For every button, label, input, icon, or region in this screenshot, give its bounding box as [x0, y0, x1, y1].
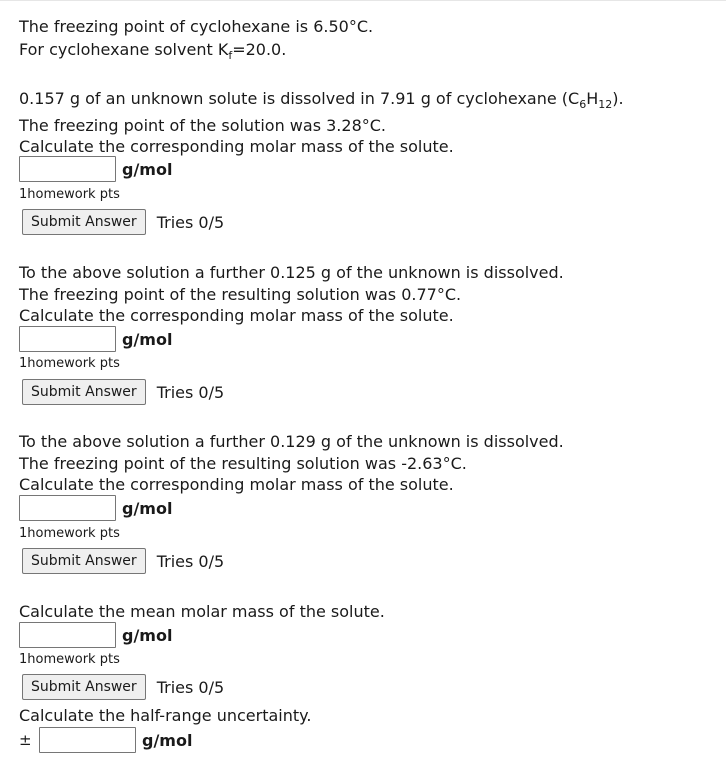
- submit-answer-button-3[interactable]: Submit Answer: [22, 548, 146, 574]
- submit-answer-button-1[interactable]: Submit Answer: [22, 209, 146, 235]
- tries-counter-3: Tries 0/5: [156, 551, 225, 571]
- part3-line2: The freezing point of the resulting solution was -2.63°C.: [19, 454, 467, 473]
- uncertainty-input[interactable]: [39, 727, 136, 753]
- submit-row-4: [22, 674, 224, 700]
- plus-minus-sign: ±: [19, 731, 32, 749]
- homework-pts-1: 1homework pts: [19, 187, 120, 202]
- intro-kf-sub: f: [228, 49, 233, 63]
- uncertainty-row: [19, 726, 192, 754]
- homework-pts-2: 1homework pts: [19, 356, 120, 371]
- submit-row-1: [22, 209, 224, 235]
- part4-question: Calculate the mean molar mass of the solute.: [19, 602, 385, 621]
- problem-question: Calculate the corresponding molar mass of the solute.: [19, 137, 454, 156]
- intro-kf: [19, 40, 287, 63]
- uncertainty-unit-label: g/mol: [142, 730, 193, 750]
- answer-input-4[interactable]: [19, 622, 116, 648]
- unit-label-3: g/mol: [122, 498, 173, 518]
- tries-counter-2: Tries 0/5: [156, 382, 225, 402]
- part2-line1: To the above solution a further 0.125 g of the unknown is dissolved.: [19, 263, 564, 282]
- problem-prefix: 0.157 g of an unknown solute is dissolved in 7.91 g of cyclohexane (C: [19, 89, 580, 108]
- intro-kf-prefix: For cyclohexane solvent K: [19, 40, 229, 59]
- answer-input-1[interactable]: [19, 156, 116, 182]
- submit-row-2: [22, 379, 224, 405]
- tries-counter-1: Tries 0/5: [156, 212, 225, 232]
- answer-row-2: [19, 326, 172, 352]
- answer-input-2[interactable]: [19, 326, 116, 352]
- submit-answer-button-4[interactable]: Submit Answer: [22, 674, 146, 700]
- problem-suffix: ).: [612, 89, 624, 108]
- part2-question: Calculate the corresponding molar mass of the solute.: [19, 306, 454, 325]
- problem-sub-12: 12: [598, 98, 613, 112]
- answer-row-3: [19, 495, 172, 521]
- problem-sub-6: 6: [579, 98, 587, 112]
- top-divider: [0, 0, 726, 1]
- uncertainty-question: Calculate the half-range uncertainty.: [19, 706, 312, 725]
- homework-pts-3: 1homework pts: [19, 526, 120, 541]
- submit-row-3: [22, 548, 224, 574]
- unit-label-1: g/mol: [122, 159, 173, 179]
- answer-input-3[interactable]: [19, 495, 116, 521]
- part3-line1: To the above solution a further 0.129 g of the unknown is dissolved.: [19, 432, 564, 451]
- intro-kf-suffix: =20.0.: [232, 40, 287, 59]
- unit-label-2: g/mol: [122, 329, 173, 349]
- submit-answer-button-2[interactable]: Submit Answer: [22, 379, 146, 405]
- intro-freezing-point: The freezing point of cyclohexane is 6.50°C.: [19, 17, 374, 36]
- problem-statement: [19, 89, 624, 112]
- problem-freezing-point: The freezing point of the solution was 3.28°C.: [19, 116, 386, 135]
- part2-line2: The freezing point of the resulting solution was 0.77°C.: [19, 285, 462, 304]
- tries-counter-4: Tries 0/5: [156, 677, 225, 697]
- unit-label-4: g/mol: [122, 625, 173, 645]
- problem-h: H: [586, 89, 599, 108]
- part3-question: Calculate the corresponding molar mass of the solute.: [19, 475, 454, 494]
- answer-row-4: [19, 622, 172, 648]
- homework-pts-4: 1homework pts: [19, 652, 120, 667]
- answer-row-1: [19, 156, 172, 182]
